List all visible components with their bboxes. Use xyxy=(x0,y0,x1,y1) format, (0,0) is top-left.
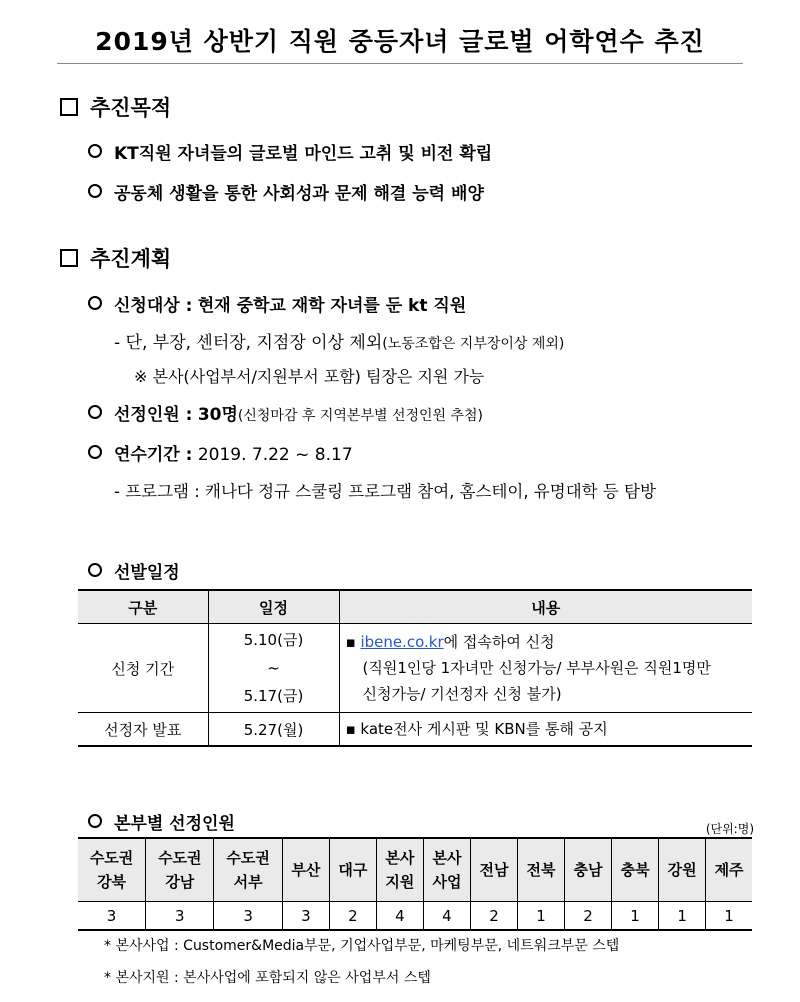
value-cell: 2 xyxy=(329,902,376,931)
content-line-1: 에 접속하여 신청 xyxy=(443,633,555,651)
schedule-header-row xyxy=(78,590,752,624)
col-header: 대구 xyxy=(329,838,376,902)
row-date xyxy=(208,624,339,713)
plan-period: 연수기간 : 2019. 7.22 ~ 8.17 xyxy=(88,440,353,465)
regional-values-row xyxy=(78,902,752,931)
row-category: 신청 기간 xyxy=(78,624,208,713)
ibene-link[interactable]: ibene.co.kr xyxy=(360,633,444,651)
value-cell: 4 xyxy=(423,902,470,931)
col-header-content: 내용 xyxy=(339,590,752,624)
value-cell: 3 xyxy=(282,902,329,931)
title-divider xyxy=(57,63,743,64)
row-content xyxy=(339,624,752,713)
plan-count: 선정인원 : 30명(신청마감 후 지역본부별 선정인원 추첨) xyxy=(88,400,483,425)
col-header-category: 구분 xyxy=(78,590,208,624)
table-row xyxy=(78,713,752,747)
value-cell: 1 xyxy=(612,902,659,931)
value-cell: 3 xyxy=(146,902,214,931)
square-bullet-icon: ▪ xyxy=(345,633,356,651)
document-title: 2019년 상반기 직원 중등자녀 글로벌 어학연수 추진 xyxy=(95,27,705,56)
value-cell: 3 xyxy=(214,902,282,931)
content-line-3: 신청가능/ 기선정자 신청 불가) xyxy=(362,685,562,703)
value-cell: 1 xyxy=(518,902,565,931)
circle-bullet-icon xyxy=(88,144,102,158)
regional-table xyxy=(78,837,752,931)
footnote-business: * 본사사업 : Customer&Media부문, 기업사업부문, 마케팅부문, 네트워크부문 스텝 xyxy=(104,938,620,954)
checkbox-square-icon xyxy=(60,249,78,267)
col-header: 수도권 강북 xyxy=(78,838,146,902)
value-cell: 2 xyxy=(470,902,517,931)
col-header: 제주 xyxy=(706,838,752,902)
value-cell: 1 xyxy=(659,902,706,931)
col-header: 충북 xyxy=(612,838,659,902)
circle-bullet-icon xyxy=(88,405,102,419)
circle-bullet-icon xyxy=(88,296,102,310)
value-cell: 2 xyxy=(565,902,612,931)
date-end: 5.17(금) xyxy=(243,687,304,705)
col-header: 본사 사업 xyxy=(423,838,470,902)
purpose-item-1: KT직원 자녀들의 글로벌 마인드 고취 및 비전 확립 xyxy=(88,139,492,164)
circle-bullet-icon xyxy=(88,814,102,828)
col-header-date: 일정 xyxy=(208,590,339,624)
row-date: 5.27(월) xyxy=(208,713,339,747)
col-header: 전북 xyxy=(518,838,565,902)
date-separator: ~ xyxy=(267,659,280,677)
circle-bullet-icon xyxy=(88,184,102,198)
col-header: 수도권 서부 xyxy=(214,838,282,902)
row-content: ▪ kate전사 게시판 및 KBN를 통해 공지 xyxy=(339,713,752,747)
plan-exclusion: - 단, 부장, 센터장, 지점장 이상 제외(노동조합은 지부장이상 제외) xyxy=(114,333,565,353)
plan-program: - 프로그램 : 캐나다 정규 스쿨링 프로그램 참여, 홈스테이, 유명대학 등 탐방 xyxy=(114,482,656,501)
col-header: 강원 xyxy=(659,838,706,902)
schedule-table xyxy=(78,589,752,747)
value-cell: 3 xyxy=(78,902,146,931)
plan-exclusion-note: ※ 본사(사업부서/지원부서 포함) 팀장은 지원 가능 xyxy=(134,367,485,386)
col-header: 충남 xyxy=(565,838,612,902)
date-start: 5.10(금) xyxy=(243,631,304,649)
value-cell: 1 xyxy=(706,902,752,931)
row-category: 선정자 발표 xyxy=(78,713,208,747)
col-header: 부산 xyxy=(282,838,329,902)
value-cell: 4 xyxy=(376,902,423,931)
unit-label: (단위:명) xyxy=(705,822,754,836)
purpose-item-2: 공동체 생활을 통한 사회성과 문제 해결 능력 배양 xyxy=(88,179,484,204)
col-header: 본사 지원 xyxy=(376,838,423,902)
table-row xyxy=(78,624,752,713)
section-purpose-heading: 추진목적 xyxy=(60,92,171,122)
col-header: 수도권 강남 xyxy=(146,838,214,902)
schedule-heading: 선발일정 xyxy=(88,558,180,583)
plan-target: 신청대상 : 현재 중학교 재학 자녀를 둔 kt 직원 xyxy=(88,291,466,316)
circle-bullet-icon xyxy=(88,445,102,459)
section-plan-heading: 추진계획 xyxy=(60,243,171,273)
content-line-2: (직원1인당 1자녀만 신청가능/ 부부사원은 직원1명만 xyxy=(362,659,711,677)
checkbox-square-icon xyxy=(60,98,78,116)
footnote-support: * 본사지원 : 본사사업에 포함되지 않은 사업부서 스텝 xyxy=(104,970,431,986)
col-header: 전남 xyxy=(470,838,517,902)
regional-header-row xyxy=(78,838,752,902)
circle-bullet-icon xyxy=(88,563,102,577)
regional-heading: 본부별 선정인원 xyxy=(88,809,235,834)
